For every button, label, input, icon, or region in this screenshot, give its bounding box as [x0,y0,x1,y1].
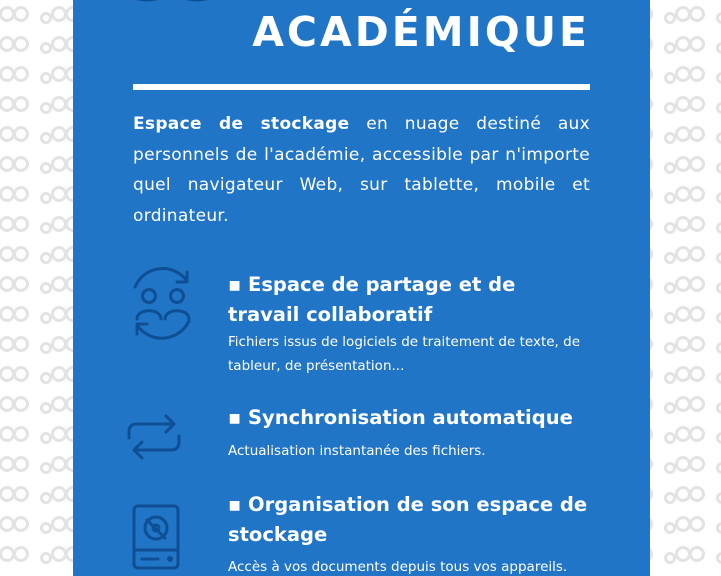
page-title: ACADÉMIQUE [252,8,590,56]
hard-drive-icon [121,500,187,576]
feature-desc-storage: Accès à vos documents depuis tous vos appareils. [228,559,568,575]
intro-bold: Espace de stockage [133,114,350,134]
feature-title-collaboration: ▪ Espace de partage et de travail collaboratif [228,273,516,326]
users-sync-icon [121,263,203,341]
sync-arrows-icon [121,408,187,466]
intro-text [133,109,590,231]
intro-rest: en nuage destiné aux personnels de l'académie, accessible par n'importe quel navigateur Web, sur tablette, mobile et ordinateur. [133,114,590,226]
feature-desc-collaboration: Fichiers issus de logiciels de traitement de texte, de tableur, de présentation... [228,334,580,374]
info-panel [73,0,650,576]
feature-title-storage: ▪ Organisation de son espace de stockage [228,493,588,546]
feature-desc-sync: Actualisation instantanée des fichiers. [228,443,486,459]
partial-icon [123,0,223,12]
title-divider [133,84,590,90]
feature-title-sync: ▪ Synchronisation automatique [228,406,573,429]
